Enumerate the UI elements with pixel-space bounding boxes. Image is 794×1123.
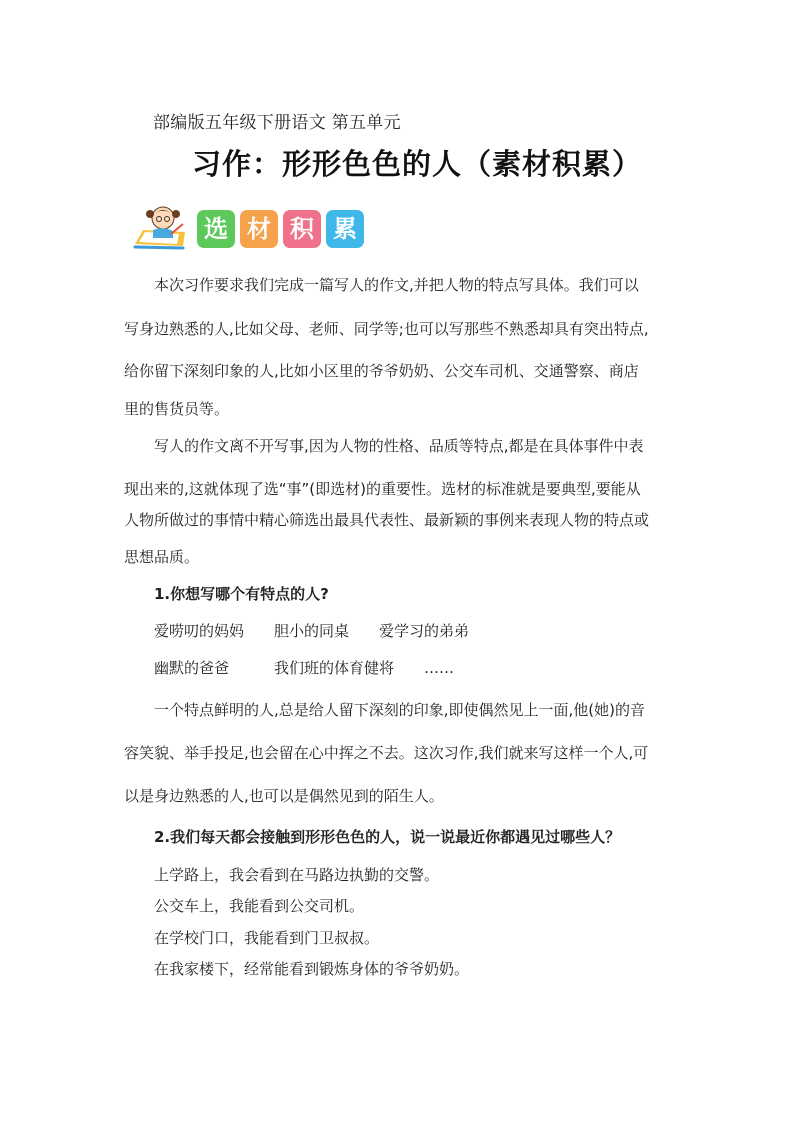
paragraph-2-line-3: 人物所做过的事情中精心筛选出最具代表性、最新颖的事例来表现人物的特点或 [124,511,650,529]
question-2: 2.我们每天都会接触到形形色色的人，说一说最近你都遇见过哪些人？ [124,828,621,846]
answer-line-3: 在学校门口，我能看到门卫叔叔。 [124,929,380,947]
examples-line-2: 幽默的爸爸 我们班的体育健将 …… [124,659,455,677]
answer-line-2: 公交车上，我能看到公交司机。 [124,897,365,915]
paragraph-3-line-2: 容笑貌、举手投足,也会留在心中挥之不去。这次习作,我们就来写这样一个人,可 [124,744,649,762]
badge-tile-2: 材 [240,210,278,248]
question-1: 1.你想写哪个有特点的人? [124,585,329,603]
paragraph-2-line-4: 思想品质。 [124,548,200,566]
badge-tile-4: 累 [326,210,364,248]
student-writing-icon [133,204,191,250]
answer-line-4: 在我家楼下，经常能看到锻炼身体的爷爷奶奶。 [124,960,470,978]
badge-tile-1: 选 [197,210,235,248]
paragraph-3-line-1: 一个特点鲜明的人,总是给人留下深刻的印象,即使偶然见上一面,他(她)的音 [124,701,646,719]
paragraph-3-line-3: 以是身边熟悉的人,也可以是偶然见到的陌生人。 [124,787,444,805]
page-title: 习作：形形色色的人（素材积累） [192,147,643,181]
paragraph-2-line-2: 现出来的,这就体现了选“事”(即选材)的重要性。选材的标准就是要典型,要能从 [124,480,641,498]
paragraph-1-line-4: 里的售货员等。 [124,400,230,418]
paragraph-2-line-1: 写人的作文离不开写事,因为人物的性格、品质等特点,都是在具体事件中表 [124,437,644,455]
examples-line-1: 爱唠叨的妈妈 胆小的同桌 爱学习的弟弟 [124,622,470,640]
answer-line-1: 上学路上，我会看到在马路边执勤的交警。 [124,866,440,884]
paragraph-1-line-2: 写身边熟悉的人,比如父母、老师、同学等;也可以写那些不熟悉却具有突出特点, [124,320,649,338]
badge-tile-3: 积 [283,210,321,248]
page-subtitle: 部编版五年级下册语文 第五单元 [153,113,401,133]
paragraph-1-line-3: 给你留下深刻印象的人,比如小区里的爷爷奶奶、公交车司机、交通警察、商店 [124,362,639,380]
paragraph-1-line-1: 本次习作要求我们完成一篇写人的作文,并把人物的特点写具体。我们可以 [124,276,639,294]
